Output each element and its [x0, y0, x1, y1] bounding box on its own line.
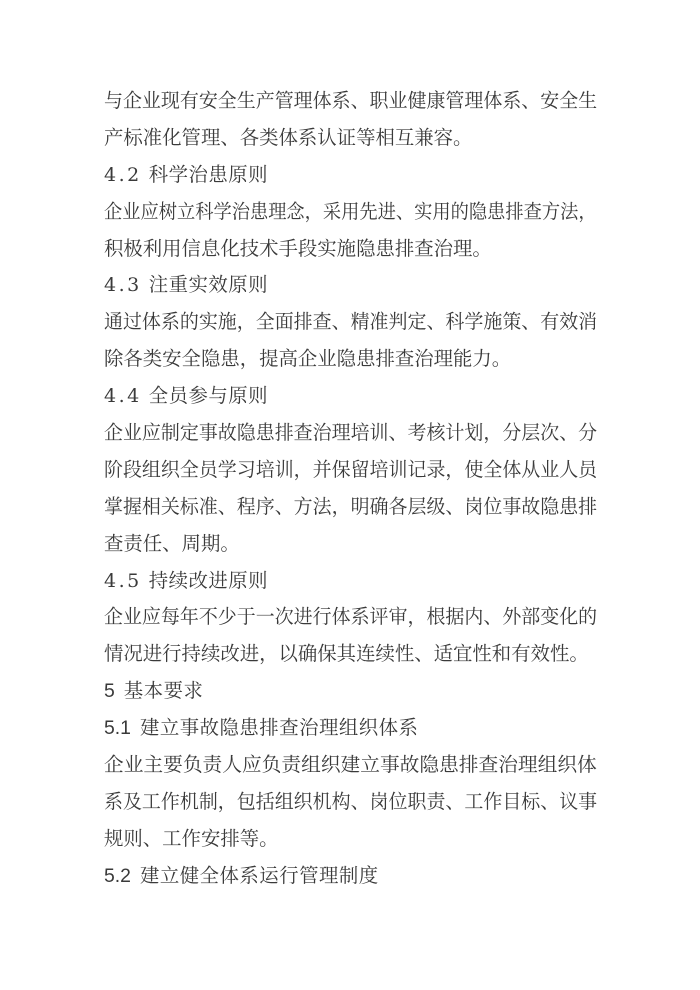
text-line — [104, 784, 597, 821]
section-number: 4.5 — [104, 569, 142, 592]
section-heading — [104, 563, 597, 600]
section-title: 基本要求 — [123, 680, 204, 703]
section-number: 5.1 — [104, 717, 131, 740]
text-line — [104, 526, 597, 563]
text-line-content: 查责任、周期。 — [104, 532, 240, 555]
section-number: 5 — [104, 680, 115, 703]
section-heading — [104, 710, 597, 747]
section-title: 科学治患原则 — [148, 163, 269, 186]
section-number: 4.3 — [104, 274, 142, 297]
section-heading — [104, 378, 597, 415]
text-line — [104, 636, 597, 673]
text-line-content: 企业应每年不少于一次进行体系评审，根据内、外部变化的 — [104, 606, 598, 629]
text-line-content: 企业应树立科学治患理念，采用先进、实用的隐患排查方法， — [104, 200, 597, 223]
section-heading — [104, 858, 597, 895]
text-line — [104, 194, 597, 231]
text-line-content: 情况进行持续改进，以确保其连续性、适宜性和有效性。 — [104, 643, 589, 666]
section-title: 全员参与原则 — [148, 385, 269, 408]
text-line-content: 掌握相关标准、程序、方法，明确各层级、岗位事故隐患排 — [104, 495, 598, 518]
text-line — [104, 231, 597, 268]
text-line — [104, 747, 597, 784]
text-line-content: 通过体系的实施，全面排查、精准判定、科学施策、有效消 — [104, 311, 598, 334]
text-line — [104, 452, 597, 489]
text-line-content: 产标准化管理、各类体系认证等相互兼容。 — [104, 126, 473, 149]
section-heading — [104, 157, 597, 194]
section-heading — [104, 267, 597, 304]
text-line-content: 积极利用信息化技术手段实施隐患排查治理。 — [104, 237, 492, 260]
section-title: 建立健全体系运行管理制度 — [139, 864, 379, 887]
text-line-content: 企业应制定事故隐患排查治理培训、考核计划，分层次、分 — [104, 422, 598, 445]
text-line-content: 阶段组织全员学习培训，并保留培训记录，使全体从业人员 — [104, 458, 598, 481]
section-title: 注重实效原则 — [148, 274, 269, 297]
section-title: 持续改进原则 — [148, 569, 269, 592]
text-line-content: 系及工作机制，包括组织机构、岗位职责、工作目标、议事 — [104, 790, 598, 813]
text-line — [104, 415, 597, 452]
text-line — [104, 83, 597, 120]
text-line-content: 企业主要负责人应负责组织建立事故隐患排查治理组织体 — [104, 754, 597, 777]
text-line-content: 规则、工作安排等。 — [104, 827, 279, 850]
text-line — [104, 341, 597, 378]
text-line-content: 除各类安全隐患，提高企业隐患排查治理能力。 — [104, 348, 512, 371]
section-number: 4.4 — [104, 385, 142, 408]
text-line — [104, 599, 597, 636]
text-line — [104, 489, 597, 526]
text-line — [104, 304, 597, 341]
text-line — [104, 120, 597, 157]
text-line — [104, 821, 597, 858]
section-title: 建立事故隐患排查治理组织体系 — [139, 717, 419, 740]
section-number: 5.2 — [104, 864, 131, 887]
section-number: 4.2 — [104, 163, 142, 186]
section-heading — [104, 673, 597, 710]
document-text-block — [104, 83, 597, 895]
text-line-content: 与企业现有安全生产管理体系、职业健康管理体系、安全生 — [104, 90, 598, 112]
